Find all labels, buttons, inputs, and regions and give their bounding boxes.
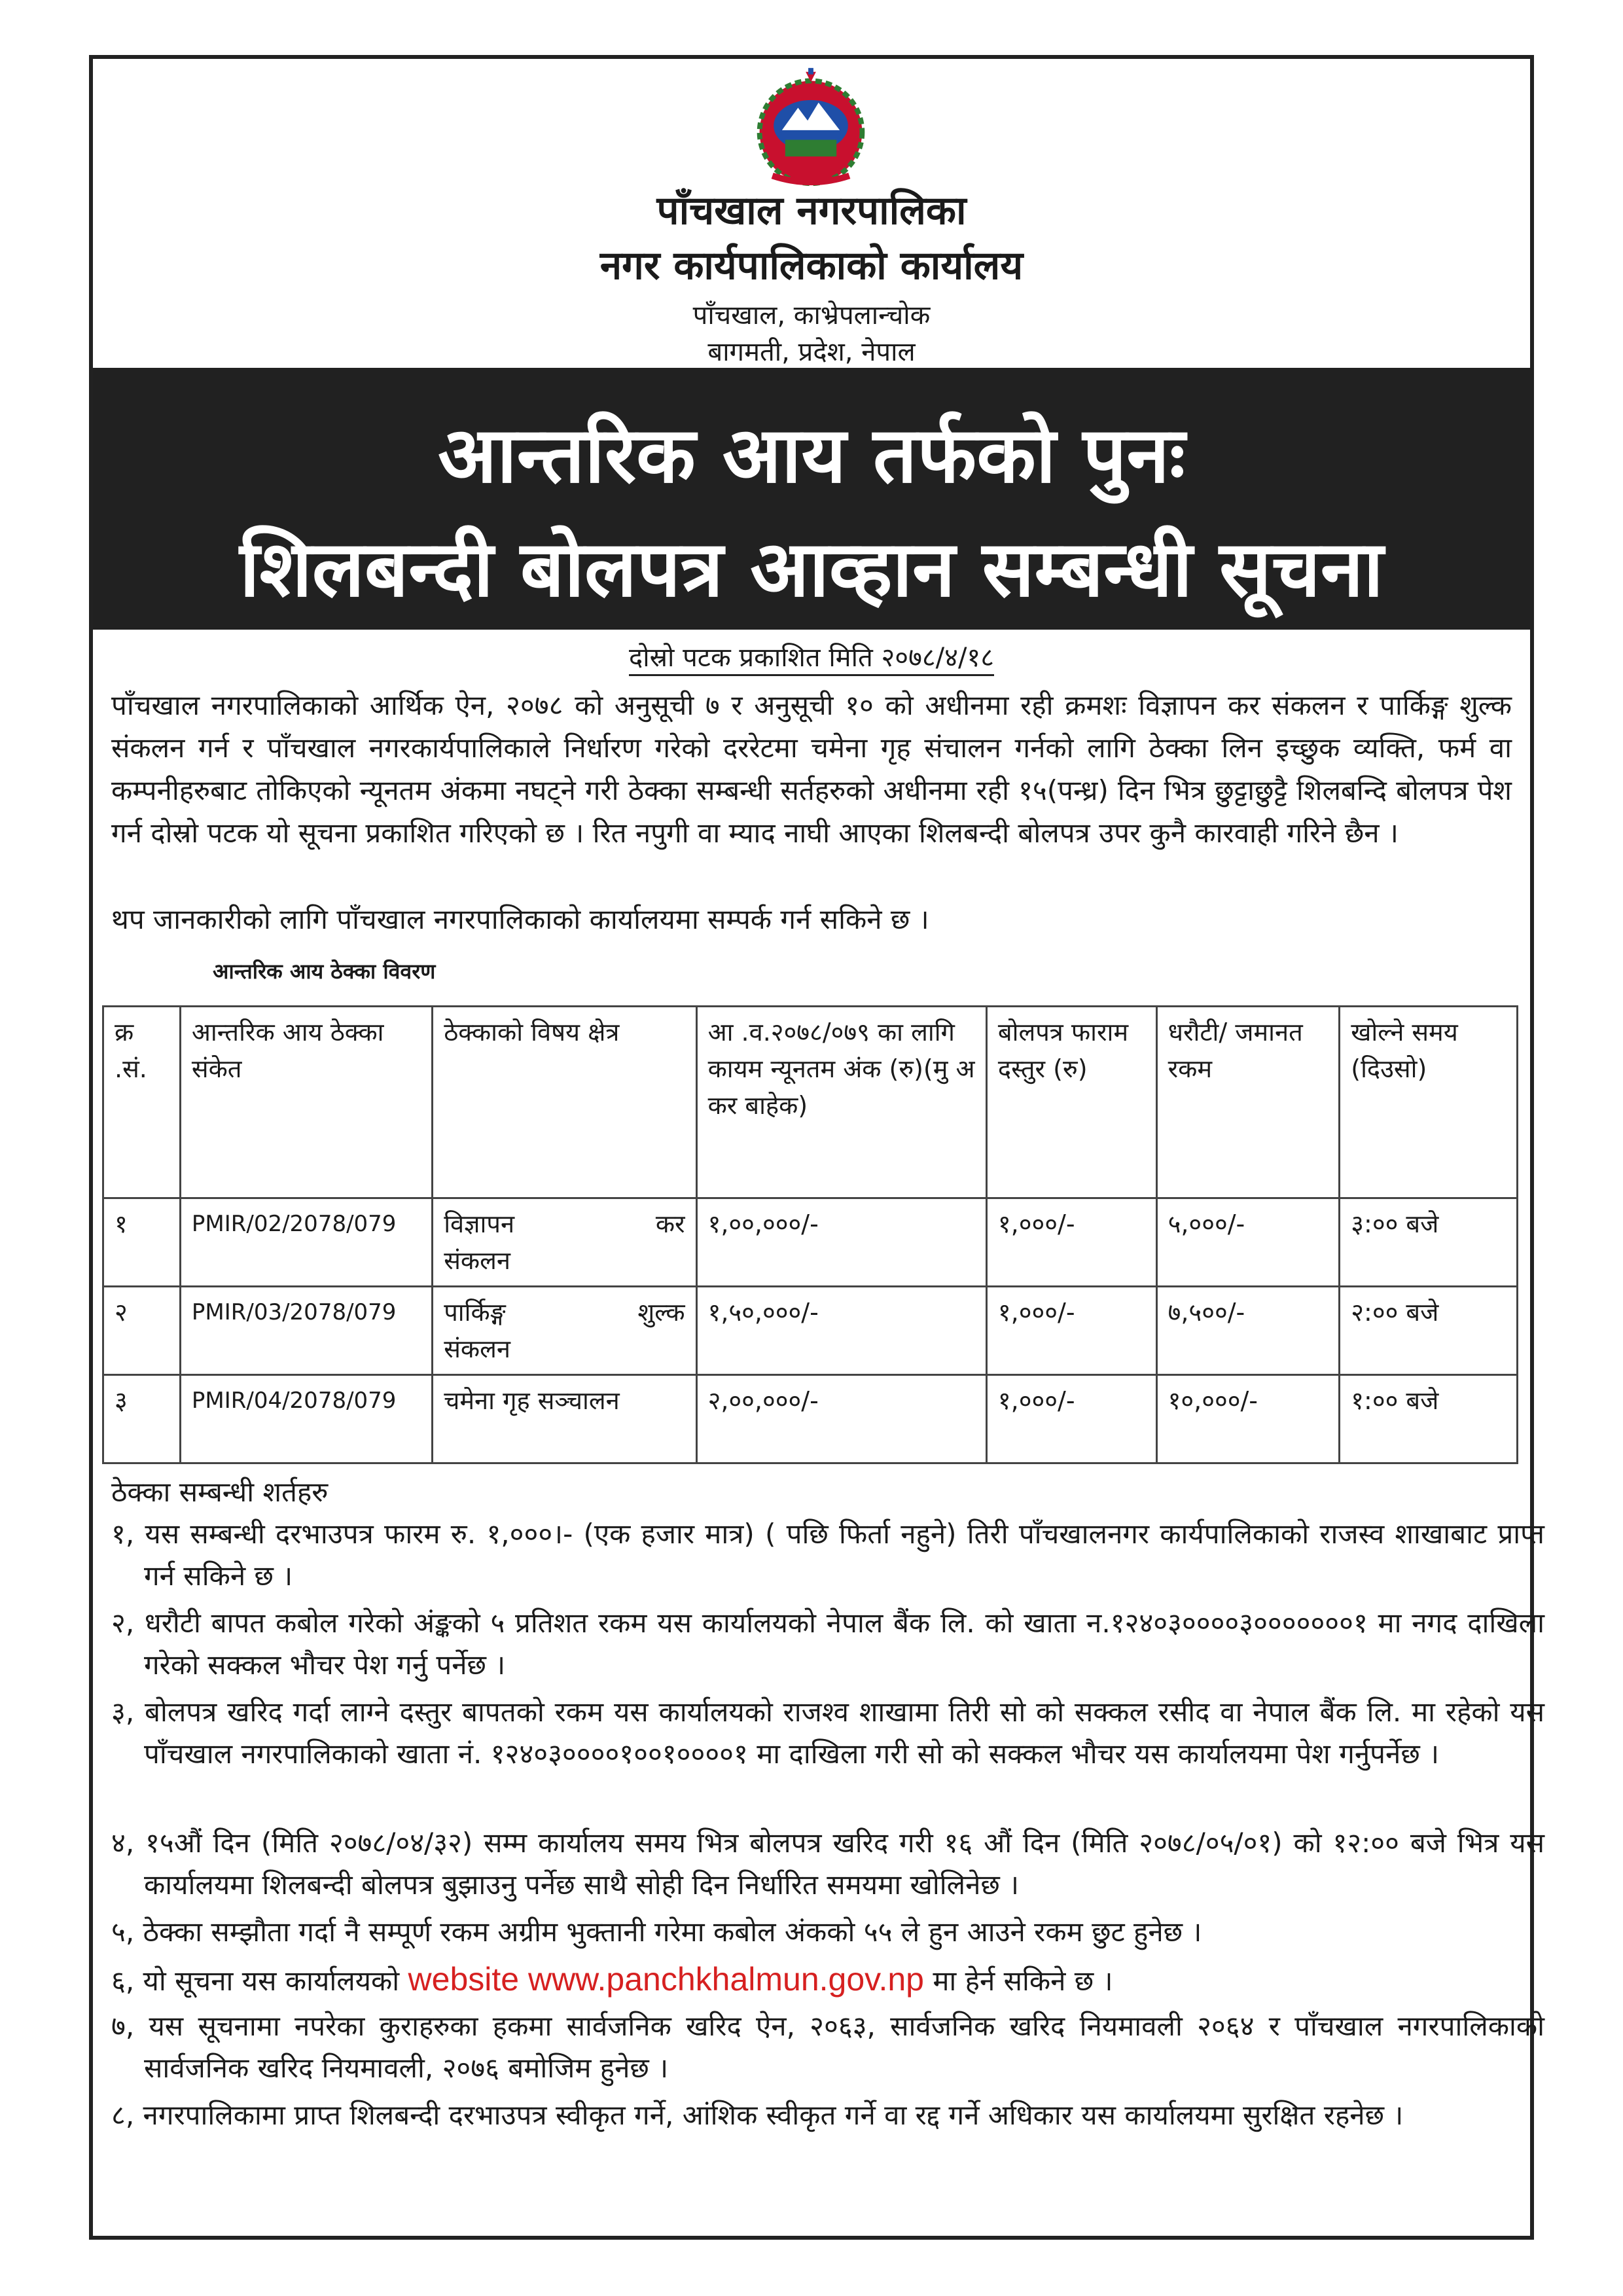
condition-8: ८, नगरपालिकामा प्राप्त शिलबन्दी दरभाउपत्र स्वीकृत गर्ने, आंशिक स्वीकृत गर्ने वा रद्द गर्ने अधिकार यस कार्यालयमा सुरक्षित रहनेछ । bbox=[111, 2099, 1404, 2131]
row-opening-time: ३:०० बजे bbox=[1340, 1198, 1518, 1287]
publication-date bbox=[0, 638, 1623, 674]
row-deposit: ७,५००/- bbox=[1156, 1287, 1340, 1375]
row-subject-a: पार्किङ्ग bbox=[444, 1298, 506, 1327]
row-min-amount: १,५०,०००/- bbox=[696, 1287, 986, 1375]
row-min-amount: २,००,०००/- bbox=[696, 1375, 986, 1463]
row-sn: २ bbox=[103, 1287, 181, 1375]
intro-paragraph: पाँचखाल नगरपालिकाको आर्थिक ऐन, २०७८ को अनुसूची ७ र अनुसूची १० को अधीनमा रही क्रमशः विज्ञापन कर संकलन र पार्किङ्ग शुल्क संकलन गर्न र पाँचखाल नगरकार्यपालिकाले निर्धारण गरेको दररेटमा चमेना गृह संचालन गर्नको लागि ठेक्का लिन इच्छुक व्यक्ति, फर्म वा कम्पनीहरुबाट तोकिएको न्यूनतम अंकमा नघट्ने गरी ठेक्का सम्बन्धी सर्तहरुको अधीनमा रही १५(पन्ध्र) दिन भित्र छुट्टाछुट्टै शिलबन्दि बोलपत्र पेश गर्न दोस्रो पटक यो सूचना प्रकाशित गरिएको छ । रित नपुगी वा म्याद नाघी आएका शिलबन्दी बोलपत्र उपर कुनै कारवाही गरिने छैन । bbox=[111, 689, 1512, 849]
header-min-amount: आ .व.२०७८/०७९ का लागि कायम न्यूनतम अंक (रु)(मु अ कर बाहेक) bbox=[696, 1007, 986, 1198]
row-form-fee: १,०००/- bbox=[986, 1375, 1156, 1463]
header-subject: ठेक्काको विषय क्षेत्र bbox=[433, 1007, 696, 1198]
row-sn: १ bbox=[103, 1198, 181, 1287]
condition-3: ३, बोलपत्र खरिद गर्दा लाग्ने दस्तुर बापतको रकम यस कार्यालयको राजश्व शाखामा तिरी सो को सक्कल रसीद वा नेपाल बैंक लि. मा रहेको यस पाँचखाल नगरपालिकाको खाता नं. १२४०३००००१००१००००१ मा दाखिला गरी सो को सक्कल भौचर यस कार्यालयमा पेश गर्नुपर्नेछ । bbox=[111, 1696, 1544, 1770]
table-row bbox=[103, 1375, 1518, 1463]
row-subject bbox=[433, 1287, 696, 1375]
row-subject bbox=[433, 1198, 696, 1287]
row-subject-a: चमेना गृह सञ्चालन bbox=[444, 1386, 620, 1415]
header-form-fee: बोलपत्र फाराम दस्तुर (रु) bbox=[986, 1007, 1156, 1198]
row-subject-c: संकलन bbox=[444, 1246, 510, 1275]
condition-6 bbox=[111, 1958, 1544, 2002]
row-subject bbox=[433, 1375, 696, 1463]
province: बागमती, प्रदेश, नेपाल bbox=[707, 337, 916, 367]
title-line-2: शिलबन्दी बोलपत्र आव्हान सम्बन्धी सूचना bbox=[240, 524, 1383, 614]
row-subject-b: कर bbox=[655, 1210, 685, 1238]
table-row bbox=[103, 1287, 1518, 1375]
table-row bbox=[103, 1198, 1518, 1287]
nepal-government-emblem-icon bbox=[747, 63, 875, 191]
row-deposit: १०,०००/- bbox=[1156, 1375, 1340, 1463]
address: पाँचखाल, काभ्रेपलान्चोक bbox=[692, 300, 931, 331]
org-name: पाँचखाल नगरपालिका bbox=[656, 188, 967, 234]
condition-1: १, यस सम्बन्धी दरभाउपत्र फारम रु. १,०००।- (एक हजार मात्र) ( पछि फिर्ता नहुने) तिरी पाँचखालनगर कार्यपालिकाको राजस्व शाखाबाट प्राप्त गर्न सकिने छ । bbox=[111, 1518, 1544, 1592]
title-banner bbox=[93, 368, 1530, 630]
row-sn: ३ bbox=[103, 1375, 181, 1463]
table-title: आन्तरिक आय ठेक्का विवरण bbox=[213, 959, 436, 984]
row-code: PMIR/03/2078/079 bbox=[180, 1287, 432, 1375]
row-code: PMIR/02/2078/079 bbox=[180, 1198, 432, 1287]
publication-date-text: दोस्रो पटक प्रकाशित मिति २०७८/४/१८ bbox=[629, 643, 994, 676]
contact-line: थप जानकारीको लागि पाँचखाल नगरपालिकाको कार्यालयमा सम्पर्क गर्न सकिने छ । bbox=[111, 903, 929, 935]
contract-table bbox=[102, 1005, 1518, 1464]
condition-7: ७, यस सूचनामा नपरेका कुराहरुका हकमा सार्वजनिक खरिद ऐन, २०६३, सार्वजनिक खरिद नियमावली २०६४ र पाँचखाल नगरपालिकाको सार्वजनिक खरिद नियमावली, २०७६ बमोजिम हुनेछ । bbox=[111, 2010, 1544, 2084]
row-opening-time: १:०० बजे bbox=[1340, 1375, 1518, 1463]
header-deposit: धरौटी/ जमानत रकम bbox=[1156, 1007, 1340, 1198]
condition-6-post: मा हेर्न सकिने छ । bbox=[933, 1965, 1113, 1997]
condition-4: ४, १५औं दिन (मिति २०७८/०४/३२) सम्म कार्यालय समय भित्र बोलपत्र खरिद गरी १६ औं दिन (मिति २०७८/०५/०१) को १२:०० बजे भित्र यस कार्यालयमा शिलबन्दी बोलपत्र बुझाउनु पर्नेछ साथै सोही दिन निर्धारित समयमा खोलिनेछ । bbox=[111, 1827, 1544, 1901]
table-header-row bbox=[103, 1007, 1518, 1198]
office-name: नगर कार्यपालिकाको कार्यालय bbox=[599, 243, 1024, 289]
condition-5: ५, ठेक्का सम्झौता गर्दा नै सम्पूर्ण रकम अग्रीम भुक्तानी गरेमा कबोल अंकको ५५ ले हुन आउने रकम छुट हुनेछ । bbox=[111, 1916, 1202, 1948]
header-code: आन्तरिक आय ठेक्का संकेत bbox=[180, 1007, 432, 1198]
row-subject-c: संकलन bbox=[444, 1335, 510, 1363]
row-form-fee: १,०००/- bbox=[986, 1287, 1156, 1375]
header-sn: क्र .सं. bbox=[103, 1007, 181, 1198]
condition-2: २, धरौटी बापत कबोल गरेको अंङ्कको ५ प्रतिशत रकम यस कार्यालयको नेपाल बैंक लि. को खाता न.१२४०३००००३०००००००१ मा नगद दाखिला गरेको सक्कल भौचर पेश गर्नु पर्नेछ । bbox=[111, 1607, 1544, 1681]
row-subject-b: शुल्क bbox=[637, 1298, 685, 1327]
row-opening-time: २:०० बजे bbox=[1340, 1287, 1518, 1375]
condition-6-pre: ६, यो सूचना यस कार्यालयको bbox=[111, 1965, 400, 1997]
title-line-1: आन्तरिक आय तर्फको पुनः bbox=[438, 410, 1185, 500]
row-form-fee: १,०००/- bbox=[986, 1198, 1156, 1287]
conditions-title: ठेक्का सम्बन्धी शर्तहरु bbox=[111, 1476, 329, 1508]
row-subject-a: विज्ञापन bbox=[444, 1210, 515, 1238]
website-link[interactable]: website www.panchkhalmun.gov.np bbox=[408, 1961, 924, 1998]
header-opening-time: खोल्ने समय (दिउसो) bbox=[1340, 1007, 1518, 1198]
row-min-amount: १,००,०००/- bbox=[696, 1198, 986, 1287]
row-deposit: ५,०००/- bbox=[1156, 1198, 1340, 1287]
row-code: PMIR/04/2078/079 bbox=[180, 1375, 432, 1463]
